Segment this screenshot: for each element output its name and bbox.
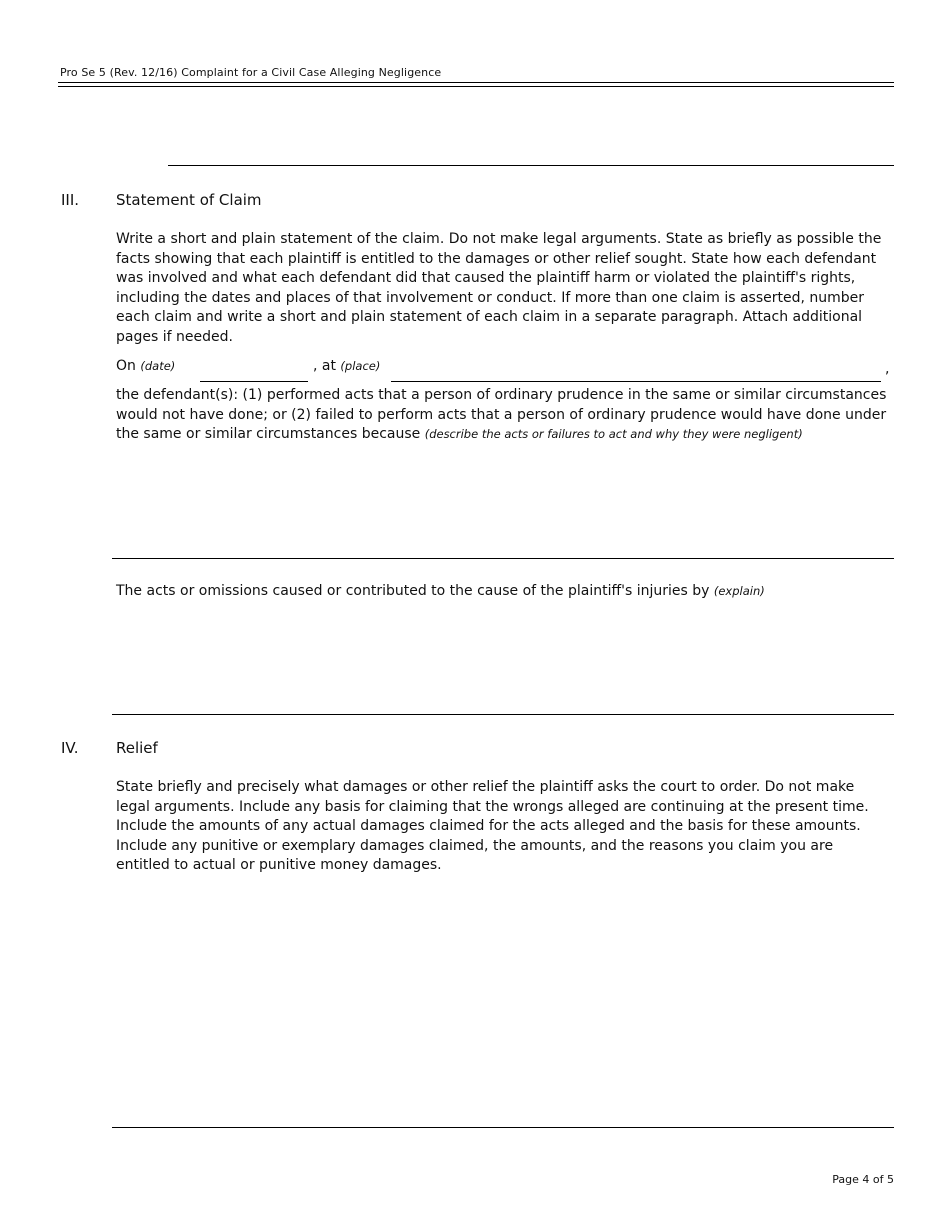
page-number: Page 4 of 5 xyxy=(832,1173,894,1186)
defendant-hint: (describe the acts or failures to act and why they were negligent) xyxy=(424,427,803,442)
injuries-answer-line[interactable] xyxy=(112,714,894,715)
negligence-answer-line[interactable] xyxy=(112,558,894,559)
section-3-title: Statement of Claim xyxy=(116,191,262,209)
continuation-line xyxy=(168,165,894,166)
date-hint: (date) xyxy=(140,359,176,373)
on-date-row xyxy=(116,358,175,374)
date-field[interactable] xyxy=(200,381,308,382)
header-divider xyxy=(58,82,894,87)
at-label: , at xyxy=(313,358,336,374)
section-4-instructions: State briefly and precisely what damages or other relief the plaintiff asks the court to order. Do not make legal arguments. Include any basis for claiming that the wrongs alleged are continuing at the present time. Include the amounts of any actual damages claimed for the acts alleged and the basis for these amounts. Include any punitive or exemplary damages claimed, the amounts, and the reasons you claim you are entitled to actual or punitive money damages. xyxy=(116,779,869,874)
section-3-number: III. xyxy=(61,191,80,209)
relief-answer-line[interactable] xyxy=(112,1127,894,1128)
injuries-hint: (explain) xyxy=(713,584,765,598)
defendant-statement xyxy=(116,386,891,445)
place-hint: (place) xyxy=(340,359,381,373)
injuries-text: The acts or omissions caused or contributed to the cause of the plaintiff's injuries by xyxy=(116,583,710,599)
place-comma: , xyxy=(885,361,890,377)
on-label: On xyxy=(116,358,136,374)
at-place-label-group xyxy=(313,358,380,374)
section-4-number: IV. xyxy=(61,739,79,757)
place-field[interactable] xyxy=(391,381,881,382)
section-4-title: Relief xyxy=(116,739,158,757)
defendant-text: the defendant(s): (1) performed acts that a person of ordinary prudence in the same or similar circumstances would not have done; or (2) failed to perform acts that a person of ordinary prudence would have done under the same or similar circumstances because xyxy=(116,387,887,443)
injuries-statement xyxy=(116,582,886,602)
section-3-instructions: Write a short and plain statement of the claim. Do not make legal arguments. State as briefly as possible the facts showing that each plaintiff is entitled to the damages or other relief sought. State how each defendant was involved and what each defendant did that caused the plaintiff harm or violated the plaintiff's rights, including the dates and places of that involvement or conduct. If more than one claim is asserted, number each claim and write a short and plain statement of each claim in a separate paragraph. Attach additional pages if needed. xyxy=(116,231,882,345)
form-header-title: Pro Se 5 (Rev. 12/16) Complaint for a Civil Case Alleging Negligence xyxy=(60,66,442,79)
